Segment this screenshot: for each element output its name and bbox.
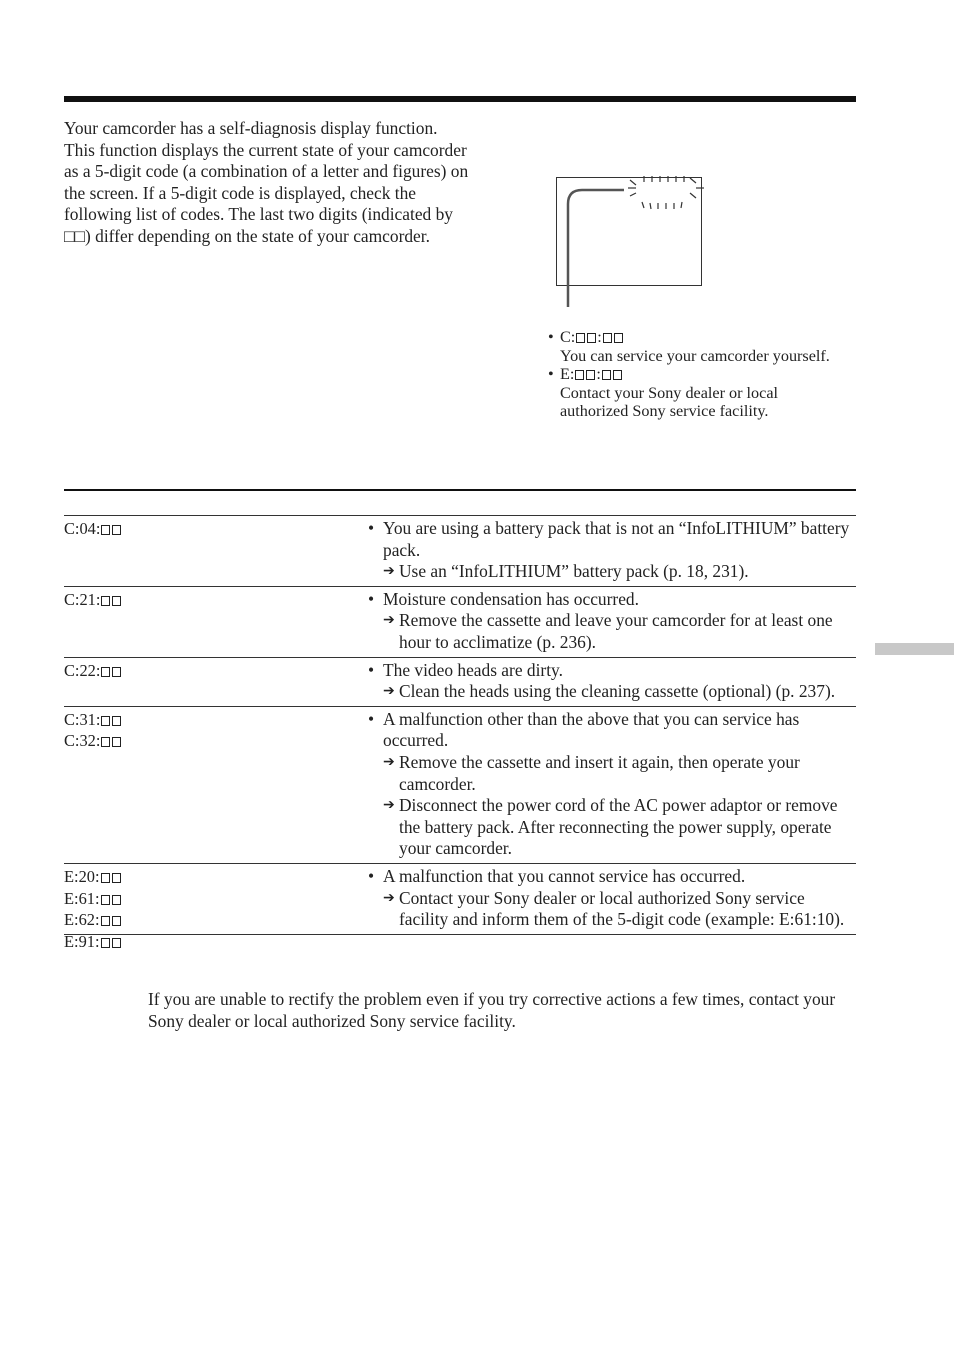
- table-top-rule: [64, 489, 856, 491]
- cause-action-cell: [368, 709, 852, 860]
- arrow-right-icon: ➔: [383, 684, 395, 700]
- legend-item-e: [548, 365, 838, 421]
- bullet-icon: •: [368, 518, 375, 538]
- screen-callout-illustration: [556, 176, 716, 310]
- legend-desc-e: Contact your Sony dealer or local authorized Sony service facility.: [560, 383, 779, 421]
- code-cell: [64, 589, 264, 611]
- arrow-right-icon: ➔: [383, 890, 395, 906]
- corrective-action: ➔ Clean the heads using the cleaning cassette (optional) (p. 237).: [383, 681, 836, 702]
- code-cell: [64, 660, 264, 682]
- legend-item-c: [548, 328, 838, 365]
- section-title-rule: [64, 96, 856, 102]
- footer-note: If you are unable to rectify the problem even if you try corrective actions a few times, contact your Sony dealer or local authorized Sony service facility.: [148, 989, 836, 1031]
- legend-desc-c: You can service your camcorder yourself.: [560, 346, 830, 365]
- arrow-right-icon: ➔: [383, 564, 395, 580]
- cause-action-cell: [368, 589, 852, 654]
- error-code: E:62:: [64, 909, 264, 931]
- chapter-index-tab: [875, 643, 954, 655]
- bullet-icon: •: [368, 865, 375, 886]
- bullet-icon: •: [548, 328, 554, 346]
- intro-paragraph-1: Your camcorder has a self-diagnosis display function.: [64, 118, 438, 138]
- error-code: C:04:: [64, 518, 264, 540]
- arrow-right-icon: ➔: [383, 798, 395, 814]
- cause-text: • Moisture condensation has occurred.: [368, 588, 639, 609]
- corrective-action: ➔ Contact your Sony dealer or local authorized Sony service facility and inform them of the 5-digit code (example: E:61:10).: [383, 887, 845, 930]
- bullet-icon: •: [368, 659, 375, 680]
- arrow-right-icon: ➔: [383, 754, 395, 770]
- intro-paragraph-2: This function displays the current state of your camcorder as a 5-digit code (a combination of a letter and figures) on the screen. If a 5-digit code is displayed, check the following list of codes. The last two digits (indicated by □□) differ depending on the state of your camcorder.: [64, 139, 469, 246]
- error-code: C:22:: [64, 660, 264, 682]
- error-code: E:61:: [64, 888, 264, 910]
- table-row: [64, 707, 856, 864]
- error-code: C:31:: [64, 709, 264, 731]
- legend-code-c: C: :: [560, 328, 624, 346]
- code-cell: [64, 866, 264, 952]
- error-code: C:21:: [64, 589, 264, 611]
- table-row: [64, 864, 856, 951]
- cause-action-cell: [368, 518, 852, 583]
- corrective-action: ➔ Use an “InfoLITHIUM” battery pack (p. 18, 231).: [383, 561, 749, 582]
- table-row: [64, 516, 856, 587]
- intro-text: [64, 118, 484, 248]
- error-code: E:20:: [64, 866, 264, 888]
- code-type-legend: [548, 328, 838, 421]
- cause-text: • The video heads are dirty.: [368, 659, 563, 680]
- table-row: [64, 658, 856, 707]
- arrow-right-icon: ➔: [383, 613, 395, 629]
- cause-text: • A malfunction that you cannot service has occurred.: [368, 865, 746, 886]
- cause-text: • You are using a battery pack that is not an “InfoLITHIUM” battery pack.: [368, 518, 850, 560]
- bullet-icon: •: [368, 708, 375, 729]
- cause-action-cell: [368, 866, 852, 931]
- self-diagnosis-code-table: [64, 516, 856, 951]
- code-cell: [64, 709, 264, 752]
- code-cell: [64, 518, 264, 540]
- corrective-action: ➔ Remove the cassette and insert it again, then operate your camcorder.: [383, 751, 800, 794]
- bullet-icon: •: [368, 588, 375, 609]
- cause-action-cell: [368, 660, 852, 703]
- corrective-action: ➔ Disconnect the power cord of the AC power adaptor or remove the battery pack. After reconnecting the power supply, operate your camcorder.: [383, 795, 838, 859]
- cause-text: • A malfunction other than the above that you can service has occurred.: [368, 708, 800, 751]
- corrective-action: ➔ Remove the cassette and leave your camcorder for at least one hour to acclimatize (p. 236).: [383, 610, 833, 652]
- error-code: E:91:: [64, 931, 264, 953]
- blinking-code-icon: [628, 176, 704, 209]
- error-code: C:32:: [64, 730, 264, 752]
- table-row: [64, 587, 856, 658]
- bullet-icon: •: [548, 365, 554, 384]
- legend-code-e: E: :: [560, 365, 623, 383]
